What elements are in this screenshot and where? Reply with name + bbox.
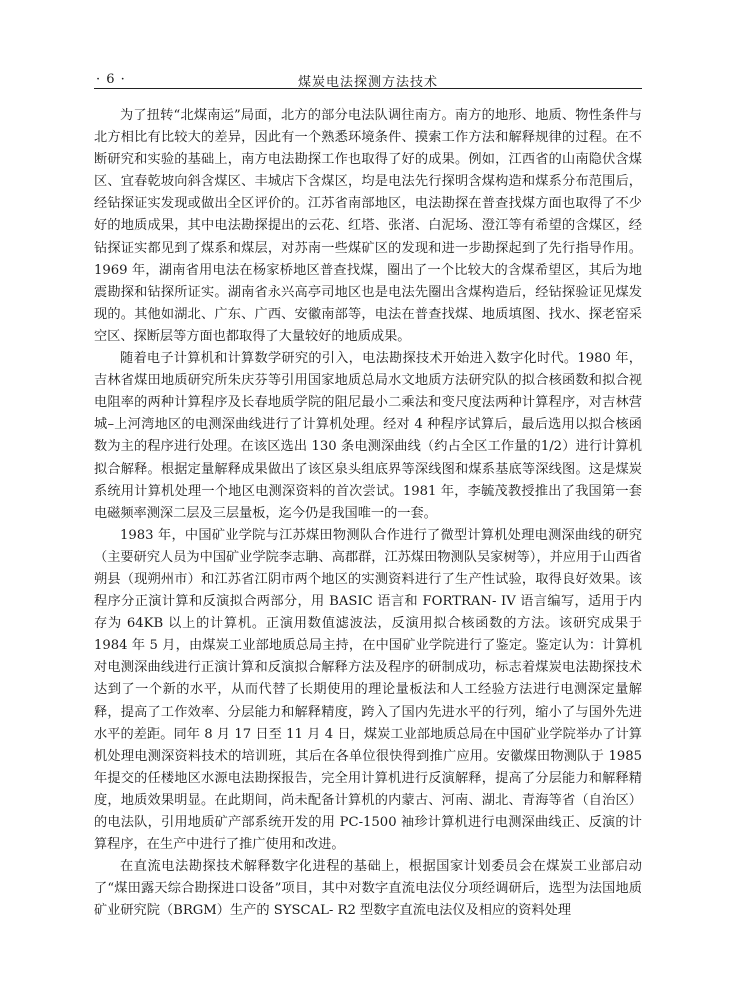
body-text: [94, 105, 642, 922]
paragraph: 1983 年，中国矿业学院与江苏煤田物测队合作进行了微型计算机处理电测深曲线的研究（主要研究人员为中国矿业学院李志聃、高郡群，江苏煤田物测队吴家树等），并应用于山西省朔县（现朔州市）和江苏省江阴市两个地区的实测资料进行了生产性试验，取得良好效果。该程序分正演计算和反演拟合两部分，用 BASIC 语言和 FORTRAN- IV 语言编写，适用于内存为 64KB 以上的计算机。正演用数值滤波法，反演用拟合核函数的方法。该研究成果于 1984 年 5 月，由煤炭工业部地质总局主持，在中国矿业学院进行了鉴定。鉴定认为：计算机对电测深曲线进行正演计算和反演拟合解释方法及程序的研制成功，标志着煤炭电法勘探技术达到了一个新的水平，从而代替了长期使用的理论量板法和人工经验方法进行电测深定量解释，提高了工作效率、分层能力和解释精度，跨入了国内先进水平的行列，缩小了与国外先进水平的差距。同年 8 月 17 日至 11 月 4 日，煤炭工业部地质总局在中国矿业学院举办了计算机处理电测深资料技术的培训班，其后在各单位很快得到推广应用。安徽煤田物测队于 1985 年提交的任楼地区水源电法勘探报告，完全用计算机进行反演解释，提高了分层能力和解释精度，地质效果明显。在此期间，尚未配备计算机的内蒙古、河南、湖北、青海等省（自治区）的电法队，引用地质矿产部系统开发的用 PC-1500 袖珍计算机进行电测深曲线正、反演的计算程序，在生产中进行了推广使用和改进。: [94, 527, 642, 853]
paragraph: 为了扭转“北煤南运”局面，北方的部分电法队调往南方。南方的地形、地质、物性条件与北方相比有比较大的差异，因此有一个熟悉环境条件、摸索工作方法和解释规律的过程。在不断研究和实验的基础上，南方电法勘探工作也取得了好的成果。例如，江西省的山南隐伏含煤区、宜春乾坡向斜含煤区、丰城店下含煤区，均是电法先行探明含煤构造和煤系分布范围后，经钻探证实发现或做出全区评价的。江苏省南部地区，电法勘探在普查找煤方面也取得了不少好的地质成果，其中电法勘探提出的云花、红塔、张渚、白泥场、澄江等有希望的含煤区，经钻探证实都见到了煤系和煤层，对苏南一些煤矿区的发现和进一步勘探起到了先行指导作用。1969 年，湖南省用电法在杨家桥地区普查找煤，圈出了一个比较大的含煤希望区，其后为地震勘探和钻探所证实。湖南省永兴高亭司地区也是电法先圈出含煤构造后，经钻探验证见煤发现的。其他如湖北、广东、广西、安徽南部等，电法在普查找煤、地质填图、找水、探老窑采空区、探断层等方面也都取得了大量较好的地质成果。: [94, 108, 642, 344]
running-title: 煤炭电法探测方法技术: [297, 75, 438, 90]
running-header: [94, 66, 642, 89]
paragraph: 在直流电法勘探技术解释数字化进程的基础上，根据国家计划委员会在煤炭工业部启动了“煤田露天综合勘探进口设备”项目，其中对数字直流电法仪分项经调研后，选型为法国地质矿业研究院（BRGM）生产的 SYSCAL- R2 型数字直流电法仪及相应的资料处理: [94, 859, 642, 919]
paragraph: 随着电子计算机和计算数学研究的引入，电法勘探技术开始进入数字化时代。1980 年，吉林省煤田地质研究所朱庆芬等引用国家地质总局水文地质方法研究队的拟合核函数和拟合视电阻率的两种计算程序及长春地质学院的阻尼最小二乘法和变尺度法两种计算程序，对吉林营城–上河湾地区的电测深曲线进行了计算机处理。经对 4 种程序试算后，最后选用以拟合核函数为主的程序进行处理。在该区选出 130 条电测深曲线（约占全区工作量的1/2）进行计算机拟合解释。根据定量解释成果做出了该区泉头组底界等深线图和煤系基底等深线图。这是煤炭系统用计算机处理一个地区电测深资料的首次尝试。1981 年，李毓茂教授推出了我国第一套电磁频率测深二层及三层量板，迄今仍是我国唯一的一套。: [94, 351, 642, 521]
page-number: · 6 ·: [96, 72, 126, 87]
